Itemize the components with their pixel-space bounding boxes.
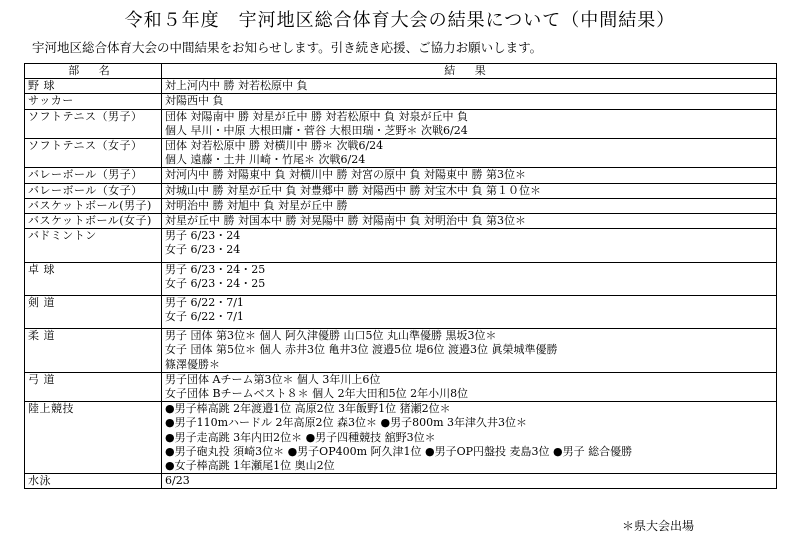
dept-name: バレーボール（男子） bbox=[25, 168, 162, 183]
table-row bbox=[25, 168, 777, 183]
result-line: ●男子走高跳 3年内田2位＊ ●男子四種競技 舘野3位＊ bbox=[165, 430, 436, 444]
result-cell bbox=[162, 168, 777, 183]
dept-name: 柔 道 bbox=[25, 329, 162, 373]
result-line: 個人 遠藤・土井 川崎・竹尾＊ 次戦6/24 bbox=[165, 153, 366, 167]
result-cell bbox=[162, 138, 777, 167]
table-row bbox=[25, 94, 777, 109]
table-row bbox=[25, 138, 777, 167]
result-line: 男子 6/22・7/1 bbox=[165, 295, 244, 309]
result-line: 男子 6/23・24 bbox=[165, 229, 241, 243]
header-result: 結 果 bbox=[162, 64, 777, 79]
result-line: 対陽西中 負 bbox=[165, 94, 224, 108]
result-line: 団体 対陽南中 勝 対星が丘中 勝 対若松原中 負 対泉が丘中 負 bbox=[165, 109, 468, 123]
dept-name: 野 球 bbox=[25, 79, 162, 94]
table-row bbox=[25, 229, 777, 262]
table-row bbox=[25, 295, 777, 328]
result-line: ●男子砲丸投 須崎3位＊ ●男子OP400m 阿久津1位 ●男子OP円盤投 麦島3位 ●男子 総合優勝 bbox=[165, 444, 633, 458]
dept-name: ソフトテニス（女子） bbox=[25, 138, 162, 167]
dept-name: 水泳 bbox=[25, 474, 162, 489]
table-header-row bbox=[25, 64, 777, 79]
result-cell bbox=[162, 109, 777, 138]
result-cell bbox=[162, 372, 777, 401]
page-title: 令和５年度 宇河地区総合体育大会の結果について（中間結果） bbox=[124, 10, 676, 31]
result-line: 個人 早川・中原 大根田庸・菅谷 大根田瑞・芝野＊ 次戦6/24 bbox=[165, 123, 468, 137]
result-cell bbox=[162, 262, 777, 295]
result-cell bbox=[162, 198, 777, 213]
dept-name: バレーボール（女子） bbox=[25, 183, 162, 198]
result-line: 6/23 bbox=[165, 474, 190, 488]
table-row bbox=[25, 79, 777, 94]
footnote: ＊県大会出場 bbox=[622, 519, 695, 533]
dept-name: サッカー bbox=[25, 94, 162, 109]
dept-name: 卓 球 bbox=[25, 262, 162, 295]
dept-name: バスケットボール(女子) bbox=[25, 213, 162, 228]
table-row bbox=[25, 262, 777, 295]
table-row bbox=[25, 198, 777, 213]
result-line: 団体 対若松原中 勝 対横川中 勝＊ 次戦6/24 bbox=[165, 138, 384, 152]
result-line: 女子 6/22・7/1 bbox=[165, 310, 244, 324]
result-line: 女子 6/23・24 bbox=[165, 243, 241, 257]
table-row bbox=[25, 213, 777, 228]
result-line: 篠澤優勝＊ bbox=[165, 357, 220, 371]
result-line: ●女子棒高跳 1年瀬尾1位 奥山2位 bbox=[165, 458, 335, 472]
table-row bbox=[25, 329, 777, 373]
dept-name: バドミントン bbox=[25, 229, 162, 262]
result-line: 対星が丘中 勝 対国本中 勝 対晃陽中 勝 対陽南中 負 対明治中 負 第3位＊ bbox=[165, 213, 526, 227]
result-line: 女子 団体 第5位＊ 個人 赤井3位 亀井3位 渡邉5位 堤6位 渡邉3位 眞榮城準優勝 bbox=[165, 343, 558, 357]
result-line: 対河内中 勝 対陽東中 負 対横川中 勝 対宮の原中 負 対陽東中 勝 第3位＊ bbox=[165, 168, 526, 182]
result-line: 対城山中 勝 対星が丘中 負 対豊郷中 勝 対陽西中 勝 対宝木中 負 第１０位＊ bbox=[165, 183, 541, 197]
result-cell bbox=[162, 402, 777, 474]
table-row bbox=[25, 372, 777, 401]
results-table bbox=[24, 63, 777, 489]
result-cell bbox=[162, 94, 777, 109]
result-line: 対上河内中 勝 対若松原中 負 bbox=[165, 79, 308, 93]
result-line: 男子団体 Aチーム第3位＊ 個人 3年川上6位 bbox=[165, 372, 381, 386]
dept-name: 弓 道 bbox=[25, 372, 162, 401]
table-row bbox=[25, 109, 777, 138]
dept-name: ソフトテニス（男子） bbox=[25, 109, 162, 138]
result-cell bbox=[162, 295, 777, 328]
result-line: 男子 6/23・24・25 bbox=[165, 262, 266, 276]
result-cell bbox=[162, 213, 777, 228]
result-cell bbox=[162, 329, 777, 373]
dept-name: バスケットボール(男子) bbox=[25, 198, 162, 213]
table-row bbox=[25, 183, 777, 198]
result-line: ●男子棒高跳 2年渡邉1位 高原2位 3年飯野1位 猪瀬2位＊ bbox=[165, 402, 451, 416]
table-row bbox=[25, 402, 777, 474]
result-line: 女子団体 Bチームベスト８＊ 個人 2年大田和5位 2年小川8位 bbox=[165, 387, 469, 401]
table-row bbox=[25, 474, 777, 489]
result-line: ●男子110mハードル 2年高原2位 森3位＊ ●男子800m 3年津久井3位＊ bbox=[165, 416, 528, 430]
result-line: 対明治中 勝 対旭中 負 対星が丘中 勝 bbox=[165, 198, 348, 212]
intro-text: 宇河地区総合体育大会の中間結果をお知らせします。引き続き応援、ご協力お願いします。 bbox=[32, 40, 543, 55]
result-cell bbox=[162, 474, 777, 489]
result-cell bbox=[162, 229, 777, 262]
result-cell bbox=[162, 79, 777, 94]
dept-name: 剣 道 bbox=[25, 295, 162, 328]
result-line: 男子 団体 第3位＊ 個人 阿久津優勝 山口5位 丸山準優勝 黒坂3位＊ bbox=[165, 329, 497, 343]
result-line: 女子 6/23・24・25 bbox=[165, 276, 266, 290]
header-dept: 部 名 bbox=[25, 64, 162, 79]
result-cell bbox=[162, 183, 777, 198]
dept-name: 陸上競技 bbox=[25, 402, 162, 474]
